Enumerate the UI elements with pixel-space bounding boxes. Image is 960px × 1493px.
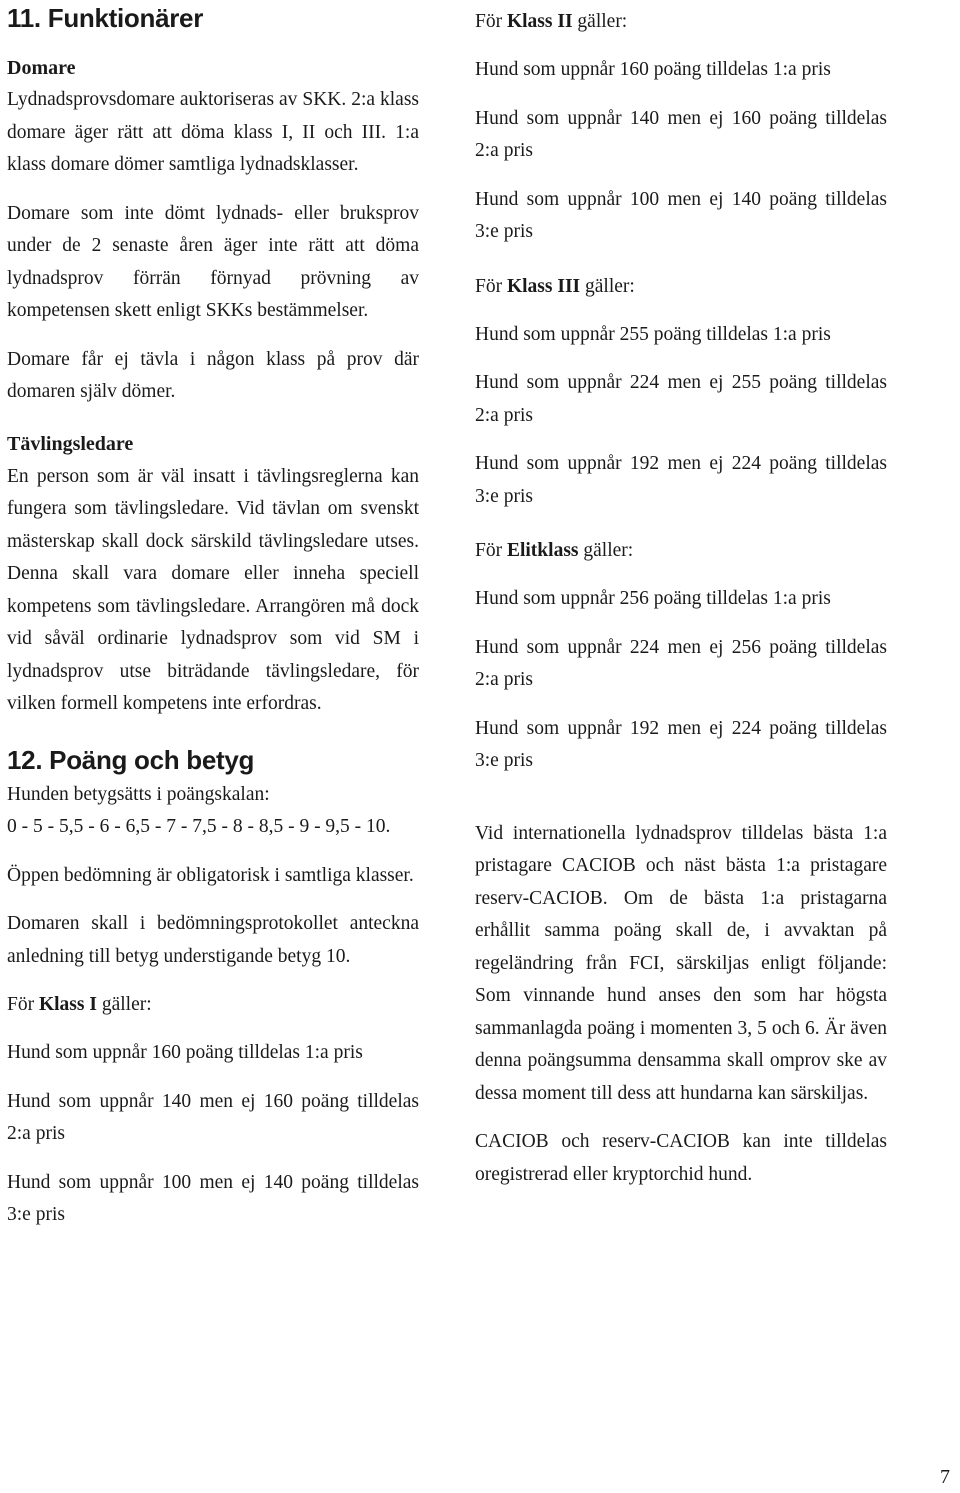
klass-2-rule-2: Hund som uppnår 140 men ej 160 poäng tilldelas 2:a pris (475, 107, 887, 161)
section-11-heading: 11. Funktionärer (7, 3, 204, 33)
elitklass-rule-2: Hund som uppnår 224 men ej 256 poäng tilldelas 2:a pris (475, 636, 887, 690)
international-paragraph: Vid internationella lydnadsprov tilldelas bästa 1:a pristagare CACIOB och näst bästa 1:a pristagare reserv-CACIOB. Om de bästa 1:a pristagarna erhållit samma poäng skall de, i avvaktan på regeländring från FCI, särskiljas enligt följande: Som vinnande hund anses den som har högsta sammanlagda poäng i momenten 3, 5 och 6. Är även denna poängsumma densamma skall omprov ske av dessa moment till dess att hundarna kan särskiljas. (475, 822, 887, 1104)
klass-1-rule-3: Hund som uppnår 100 men ej 140 poäng tilldelas 3:e pris (7, 1171, 419, 1225)
klass-2-rule-3: Hund som uppnår 100 men ej 140 poäng tilldelas 3:e pris (475, 188, 887, 242)
klass-2-rule-1: Hund som uppnår 160 poäng tilldelas 1:a pris (475, 59, 831, 80)
klass-1-rule-1: Hund som uppnår 160 poäng tilldelas 1:a pris (7, 1042, 363, 1063)
left-column (7, 0, 419, 1248)
section-12-heading: 12. Poäng och betyg (7, 744, 255, 775)
klass-3-heading: För Klass III gäller: (475, 275, 635, 297)
open-judging-paragraph: Öppen bedömning är obligatorisk i samtliga klasser. (7, 864, 414, 886)
elitklass-rule-1: Hund som uppnår 256 poäng tilldelas 1:a pris (475, 588, 831, 609)
klass-3-rule-1: Hund som uppnår 255 poäng tilldelas 1:a pris (475, 323, 831, 345)
elitklass-rule-3: Hund som uppnår 192 men ej 224 poäng tilldelas 3:e pris (475, 717, 887, 771)
klass-1-name: Klass I (38, 994, 97, 1015)
scale-values: 0 - 5 - 5,5 - 6 - 6,5 - 7 - 7,5 - 8 - 8,5 - 9 - 9,5 - 10. (7, 816, 391, 837)
domare-paragraph-2: Domare som inte dömt lydnads- eller bruksprov under de 2 senaste åren äger inte rätt att döma lydnadsprov förrän förnyad prövning av kompetensen skett enligt SKKs bestämmelser. (7, 202, 419, 321)
domare-heading: Domare (7, 57, 76, 79)
right-column (475, 0, 887, 1207)
klass-3-name: Klass III (506, 275, 581, 297)
klass-1-rule-2: Hund som uppnår 140 men ej 160 poäng tilldelas 2:a pris (7, 1090, 419, 1144)
caciob-note: CACIOB och reserv-CACIOB kan inte tilldelas oregistrerad eller kryptorchid hund. (475, 1131, 887, 1185)
domare-paragraph-1: Lydnadsprovsdomare auktoriseras av SKK. 2:a klass domare äger rätt att döma klass I, II och III. 1:a klass domare dömer samtliga lydnadsklasser. (7, 89, 419, 175)
klass-1-heading: För Klass I gäller: (7, 994, 152, 1015)
klass-2-heading: För Klass II gäller: (475, 11, 628, 32)
klass-2-name: Klass II (506, 11, 573, 32)
elitklass-name: Elitklass (506, 540, 579, 561)
tavlingsledare-heading: Tävlingsledare (7, 432, 134, 455)
klass-3-rule-2: Hund som uppnår 224 men ej 255 poäng tilldelas 2:a pris (475, 372, 887, 426)
klass-3-rule-3: Hund som uppnår 192 men ej 224 poäng tilldelas 3:e pris (475, 453, 887, 507)
tavlingsledare-paragraph: En person som är väl insatt i tävlingsreglerna kan fungera som tävlingsledare. Vid tävlan om svenskt mästerskap skall dock särskild tävlingsledare utses. Denna skall vara domare eller inneha speciell kompetens som tävlingsledare. Arrangören må dock vid såväl ordinarie lydnadsprov som vid SM i lydnadsprov utse biträdande tävlingsledare, för vilken formell kompetens inte erfordras. (7, 465, 419, 714)
protocol-paragraph: Domaren skall i bedömningsprotokollet anteckna anledning till betyg understigande betyg 10. (7, 913, 419, 967)
elitklass-heading: För Elitklass gäller: (475, 540, 634, 561)
page-number: 7 (940, 1466, 950, 1488)
scale-intro: Hunden betygsätts i poängskalan: (7, 783, 270, 805)
domare-paragraph-3: Domare får ej tävla i någon klass på prov där domaren själv dömer. (7, 348, 419, 402)
